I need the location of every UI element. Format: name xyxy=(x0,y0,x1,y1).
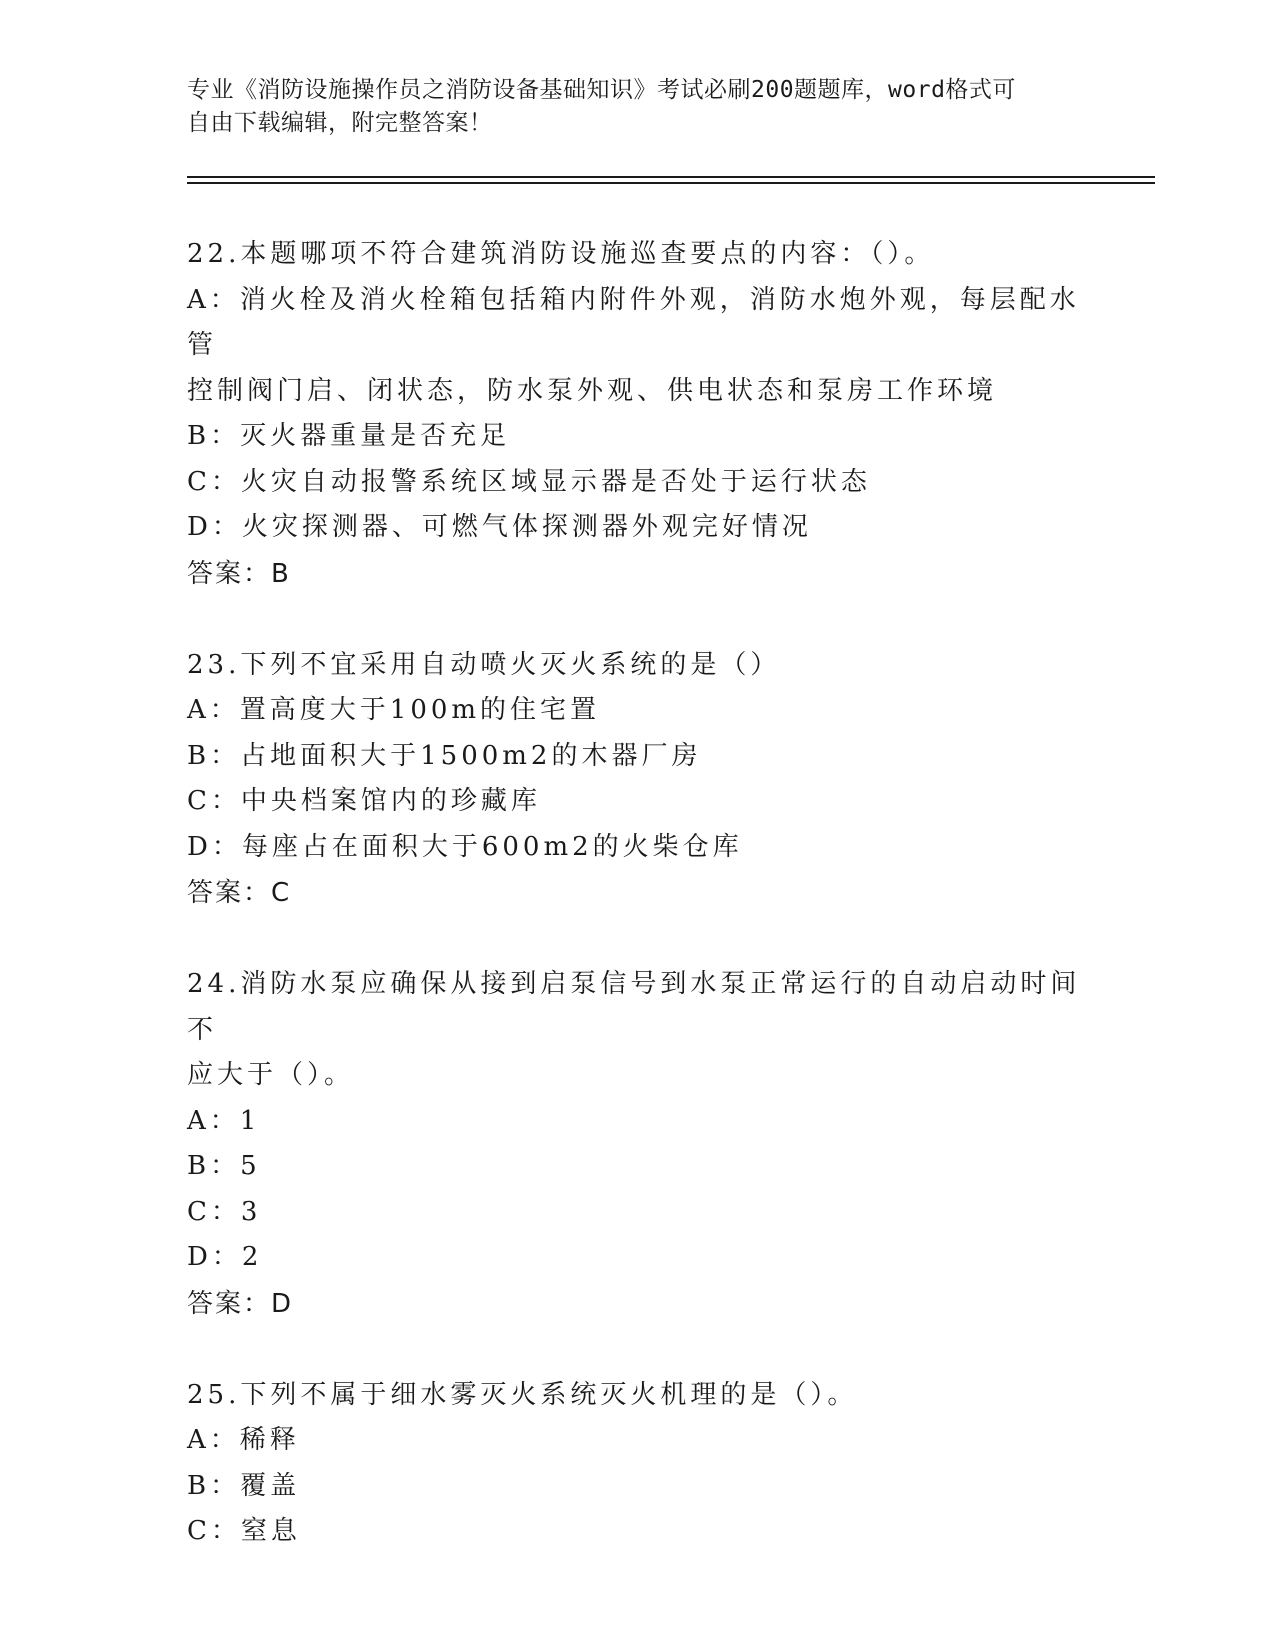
header-divider-bottom xyxy=(187,182,1155,184)
option-c: C：窒息 xyxy=(187,1516,301,1546)
option-d: D：2 xyxy=(187,1242,263,1272)
option-a: A：稀释 xyxy=(187,1425,300,1455)
answer: 答案：D xyxy=(187,1288,294,1319)
question-stem: 25.下列不属于细水雾灭火系统灭火机理的是（）。 xyxy=(187,1379,858,1410)
header-line-2: 自由下载编辑，附完整答案！ xyxy=(187,110,493,136)
option-d: D：火灾探测器、可燃气体探测器外观完好情况 xyxy=(187,512,812,542)
question-23 xyxy=(187,643,1087,917)
option-a: A：置高度大于100m的住宅置 xyxy=(187,695,601,725)
document-header xyxy=(187,74,1087,140)
option-a-continued: 控制阀门启、闭状态，防水泵外观、供电状态和泵房工作环境 xyxy=(187,375,998,406)
question-list xyxy=(187,232,1087,1601)
option-b: B：占地面积大于1500m2的木器厂房 xyxy=(187,740,702,771)
header-line-1: 专业《消防设施操作员之消防设备基础知识》考试必刷200题题库，word格式可 xyxy=(187,77,1016,103)
question-stem: 22.本题哪项不符合建筑消防设施巡查要点的内容：（）。 xyxy=(187,239,935,269)
question-stem-continued: 应大于（）。 xyxy=(187,1060,355,1090)
question-22 xyxy=(187,232,1087,597)
option-b: B：覆盖 xyxy=(187,1470,301,1501)
question-24 xyxy=(187,962,1087,1327)
option-c: C：火灾自动报警系统区域显示器是否处于运行状态 xyxy=(187,466,871,497)
answer: 答案：C xyxy=(187,878,292,908)
option-d: D：每座占在面积大于600m2的火柴仓库 xyxy=(187,831,743,862)
question-stem: 24.消防水泵应确保从接到启泵信号到水泵正常运行的自动启动时间不 xyxy=(187,969,1081,1045)
option-a: A：1 xyxy=(187,1105,261,1136)
option-b: B：灭火器重量是否充足 xyxy=(187,421,511,451)
option-c: C：中央档案馆内的珍藏库 xyxy=(187,786,541,816)
option-b: B：5 xyxy=(187,1151,261,1181)
option-c: C：3 xyxy=(187,1196,262,1227)
answer: 答案：B xyxy=(187,558,291,589)
question-stem: 23.下列不宜采用自动喷火灭火系统的是（） xyxy=(187,649,781,680)
option-a: A：消火栓及消火栓箱包括箱内附件外观，消防水炮外观，每层配水管 xyxy=(187,284,1080,360)
header-divider-top xyxy=(187,176,1155,178)
question-25 xyxy=(187,1373,1087,1555)
